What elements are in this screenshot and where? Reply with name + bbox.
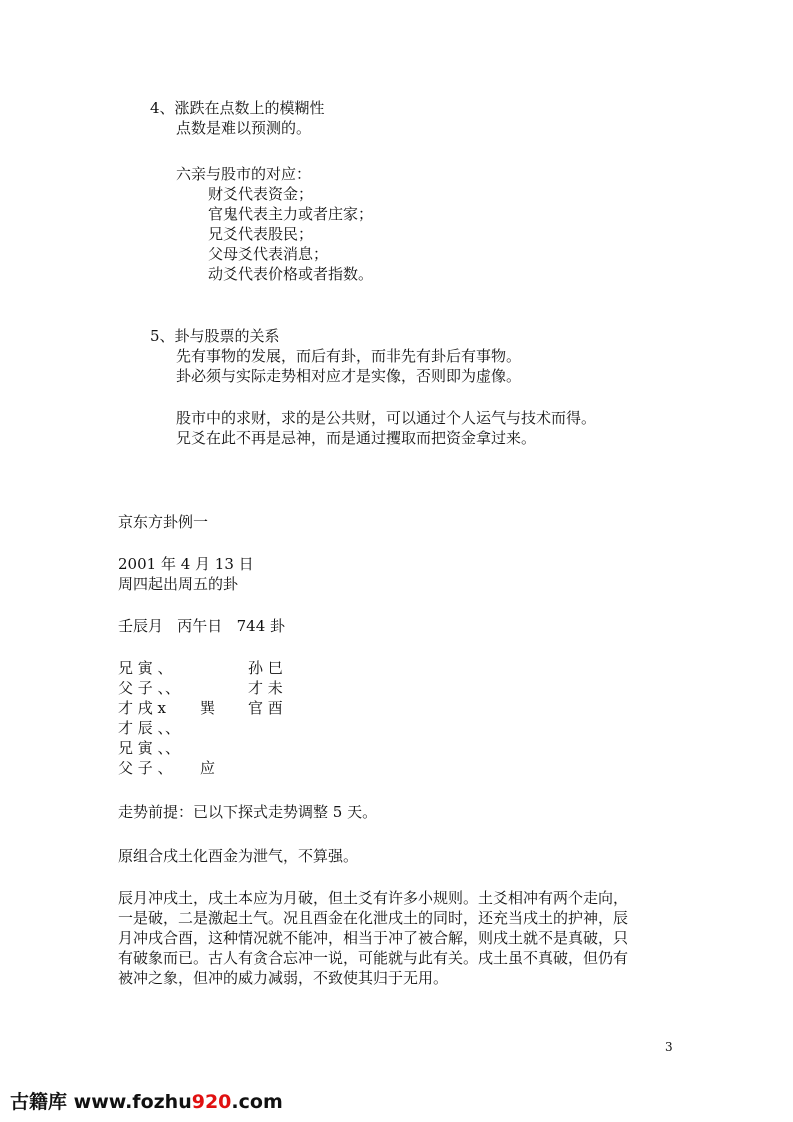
gua-right-2: 才 未	[248, 679, 283, 697]
liuqin-item-guangui: 官鬼代表主力或者庄家；	[208, 205, 374, 223]
section-4-heading: 4、涨跌在点数上的模糊性	[150, 99, 325, 117]
gua-mid-6: 应	[200, 759, 216, 777]
section-5-line-2: 卦必须与实际走势相对应才是实像，否则即为虚像。	[176, 367, 522, 385]
liuqin-item-xiong: 兄爻代表股民；	[208, 225, 314, 243]
section-5-line-1: 先有事物的发展，而后有卦，而非先有卦后有事物。	[176, 347, 522, 365]
analysis-line-2: 一是破，二是激起土气。况且酉金在化泄戌土的同时，还充当戌土的护神，辰	[118, 909, 629, 927]
section-5-heading: 5、卦与股票的关系	[150, 327, 280, 345]
analysis-line-3: 月冲戌合酉，这种情况就不能冲，相当于冲了被合解，则戌土就不是真破，只	[118, 929, 629, 947]
section-5-line-4: 兄爻在此不再是忌神，而是通过攫取而把资金拿过来。	[176, 429, 537, 447]
example-analysis-1: 原组合戌土化酉金为泄气，不算强。	[118, 847, 359, 865]
liuqin-title: 六亲与股市的对应：	[176, 165, 312, 183]
footer-brand: 古籍库	[10, 1091, 68, 1113]
example-date: 2001 年 4 月 13 日	[118, 555, 254, 573]
gua-left-1: 兄 寅 、	[118, 659, 173, 677]
gua-left-2: 父 子 、、	[118, 679, 181, 697]
example-subtitle: 周四起出周五的卦	[118, 575, 239, 593]
gua-left-4: 才 辰 、、	[118, 719, 181, 737]
analysis-line-5: 被冲之象，但冲的威力减弱，不致使其归于无用。	[118, 969, 449, 987]
gua-right-1: 孙 巳	[248, 659, 283, 677]
footer-site-suffix: .com	[231, 1091, 283, 1113]
gua-mid-3: 巽	[200, 699, 216, 717]
footer-site-prefix: www.fozhu	[73, 1091, 192, 1113]
analysis-line-1: 辰月冲戌土，戌土本应为月破，但土爻有许多小规则。土爻相冲有两个走向，	[118, 889, 629, 907]
gua-left-6: 父 子 、	[118, 759, 173, 777]
example-title: 京东方卦例一	[118, 513, 209, 531]
gua-left-5: 兄 寅 、、	[118, 739, 181, 757]
liuqin-item-dongyao: 动爻代表价格或者指数。	[208, 265, 374, 283]
example-premise: 走势前提：已以下探式走势调整 5 天。	[118, 803, 378, 821]
gua-left-3: 才 戌 x	[118, 699, 166, 717]
analysis-line-4: 有破象而已。古人有贪合忘冲一说，可能就与此有关。戌土虽不真破，但仍有	[118, 949, 629, 967]
example-info: 壬辰月 丙午日 744 卦	[118, 617, 286, 635]
liuqin-item-fumu: 父母爻代表消息；	[208, 245, 329, 263]
page-number: 3	[665, 1040, 673, 1054]
section-5-line-3: 股市中的求财，求的是公共财，可以通过个人运气与技术而得。	[176, 409, 597, 427]
gua-right-3: 官 酉	[248, 699, 283, 717]
footer-site-number: 920	[191, 1091, 232, 1113]
section-4-text: 点数是难以预测的。	[176, 119, 312, 137]
liuqin-item-cai: 财爻代表资金；	[208, 185, 314, 203]
footer-watermark	[10, 1087, 283, 1117]
